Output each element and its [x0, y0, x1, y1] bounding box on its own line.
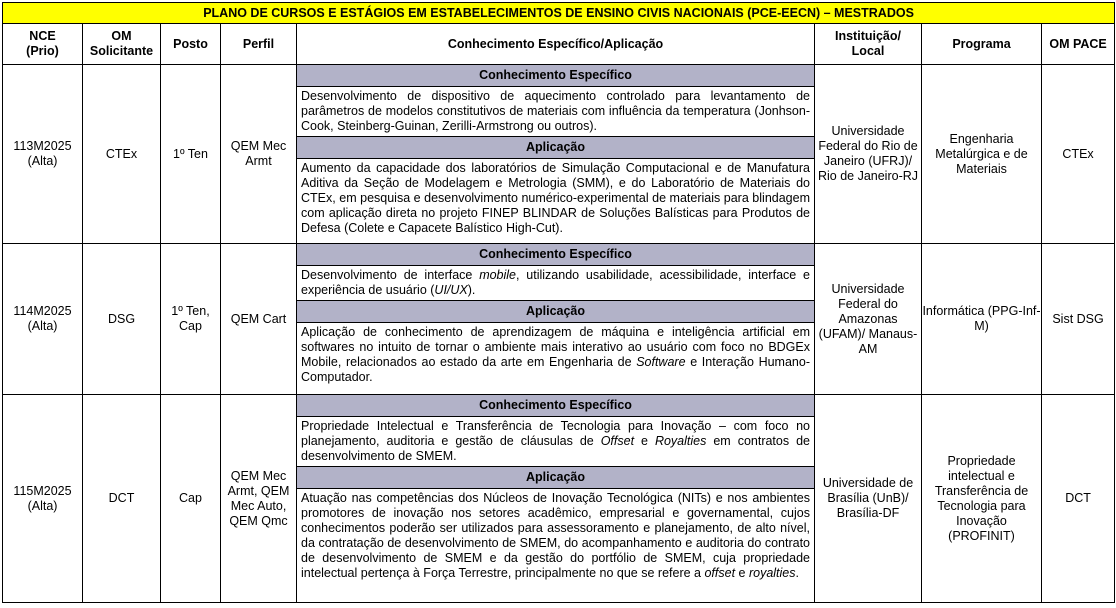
om-solicitante-cell: CTEx [83, 65, 161, 244]
aplicacao-label: Aplicação [297, 136, 814, 159]
table-row [3, 395, 1115, 603]
nce-cell: 114M2025 (Alta) [3, 244, 83, 395]
conhecimento-cell [297, 65, 815, 244]
header-programa: Programa [922, 24, 1042, 65]
om-pace-cell: CTEx [1042, 65, 1115, 244]
courses-table [2, 2, 1115, 603]
especifico-text: Desenvolvimento de dispositivo de aquecimento controlado para levantamento de parâmetros de modelos constitutivos de materiais com influência da temperatura (Jonhson-Cook, Steinberg-Guinan, Zerilli-Armstrong ou outros). [301, 89, 810, 133]
header-nce: NCE (Prio) [3, 24, 83, 65]
header-om-pace: OM PACE [1042, 24, 1115, 65]
header-row [3, 24, 1115, 65]
aplicacao-label: Aplicação [297, 466, 814, 489]
programa-cell: Propriedade intelectual e Transferência de Tecnologia para Inovação (PROFINIT) [922, 395, 1042, 603]
posto-cell: 1º Ten [161, 65, 221, 244]
aplicacao-label: Aplicação [297, 300, 814, 323]
header-perfil: Perfil [221, 24, 297, 65]
instituicao-cell: Universidade de Brasília (UnB)/ Brasília-DF [815, 395, 922, 603]
especifico-text: Propriedade Intelectual e Transferência de Tecnologia para Inovação – com foco no planejamento, auditoria e gestão de cláusulas de Offset e Royalties em contratos de desenvolvimento de SMEM. [301, 419, 810, 463]
table-row [3, 65, 1115, 244]
om-solicitante-cell: DCT [83, 395, 161, 603]
nce-cell: 115M2025 (Alta) [3, 395, 83, 603]
conhecimento-cell [297, 244, 815, 395]
posto-cell: 1º Ten, Cap [161, 244, 221, 395]
programa-cell: Engenharia Metalúrgica e de Materiais [922, 65, 1042, 244]
especifico-label: Conhecimento Específico [297, 244, 814, 266]
header-posto: Posto [161, 24, 221, 65]
instituicao-cell: Universidade Federal do Amazonas (UFAM)/ Manaus-AM [815, 244, 922, 395]
perfil-cell: QEM Cart [221, 244, 297, 395]
table-row [3, 244, 1115, 395]
table-title: PLANO DE CURSOS E ESTÁGIOS EM ESTABELECIMENTOS DE ENSINO CIVIS NACIONAIS (PCE-EECN) – MESTRADOS [3, 3, 1115, 24]
perfil-cell: QEM Mec Armt [221, 65, 297, 244]
programa-cell: Informática (PPG-Inf-M) [922, 244, 1042, 395]
aplicacao-text: Aplicação de conhecimento de aprendizagem de máquina e inteligência artificial em softwares no intuito de tornar o ambiente mais interativo ao usuário com foco no BDGEx Mobile, relacionados ao estado da arte em Engenharia de Software e Interação Humano-Computador. [301, 325, 810, 384]
om-pace-cell: Sist DSG [1042, 244, 1115, 395]
aplicacao-text: Aumento da capacidade dos laboratórios de Simulação Computacional e de Manufatura Aditiva da Seção de Modelagem e Metrologia (SMM), e do Laboratório de Materiais do CTEx, em pesquisa e desenvolvimento numérico-experimental de materiais para blindagem com aplicação direta no projeto FINEP BLINDAR de Soluções Balísticas para Produtos de Defesa (Colete e Capacete Balístico High-Cut). [301, 161, 810, 235]
header-instituicao: Instituição/ Local [815, 24, 922, 65]
header-om-solicitante: OM Solicitante [83, 24, 161, 65]
om-solicitante-cell: DSG [83, 244, 161, 395]
nce-cell: 113M2025 (Alta) [3, 65, 83, 244]
especifico-label: Conhecimento Específico [297, 395, 814, 417]
perfil-cell: QEM Mec Armt, QEM Mec Auto, QEM Qmc [221, 395, 297, 603]
conhecimento-cell [297, 395, 815, 603]
header-conhecimento: Conhecimento Específico/Aplicação [297, 24, 815, 65]
om-pace-cell: DCT [1042, 395, 1115, 603]
posto-cell: Cap [161, 395, 221, 603]
instituicao-cell: Universidade Federal do Rio de Janeiro (UFRJ)/ Rio de Janeiro-RJ [815, 65, 922, 244]
especifico-label: Conhecimento Específico [297, 65, 814, 87]
aplicacao-text: Atuação nas competências dos Núcleos de Inovação Tecnológica (NITs) e nos ambientes promotores de inovação nos setores acadêmico, empresarial e governamental, cujos conhecimentos poderão ser utilizados para assessoramento e planejamento, de alto nível, da contratação de desenvolvimento de SMEM, do acompanhamento e auditoria do contrato de desenvolvimento de SMEM e da gestão do portfólio de SMEM, cuja propriedade intelectual pertença à Força Terrestre, principalmente no que se refere a offset e royalties. [301, 491, 810, 580]
especifico-text: Desenvolvimento de interface mobile, utilizando usabilidade, acessibilidade, interface e experiência de usuário (UI/UX). [301, 268, 810, 297]
